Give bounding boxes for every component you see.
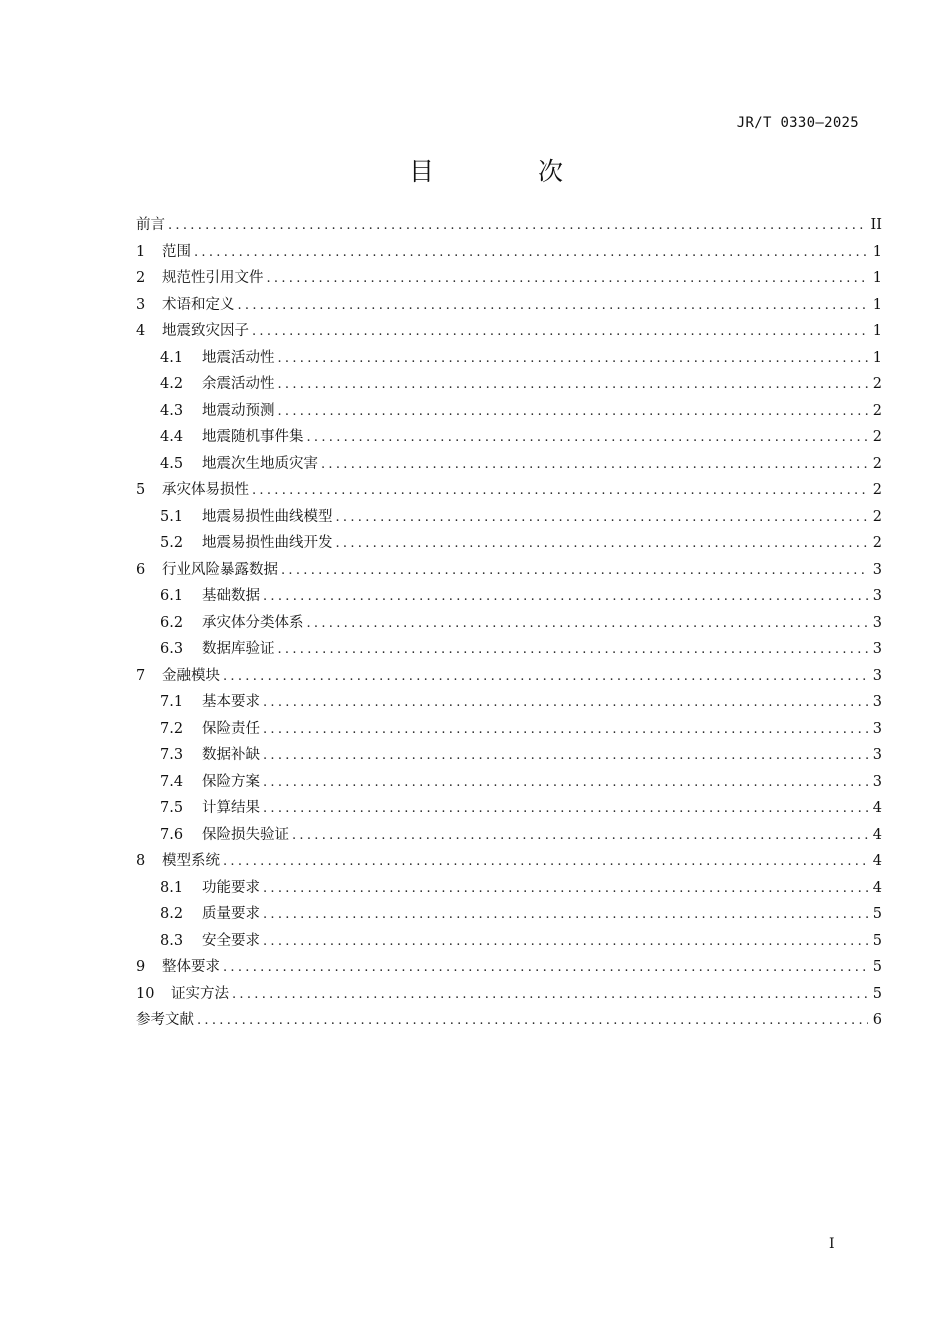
- toc-entry-number: 6.2: [160, 614, 184, 631]
- toc-dot-leader: [321, 452, 868, 479]
- toc-entry[interactable]: [136, 848, 882, 875]
- toc-entry-number: 7.4: [160, 773, 184, 790]
- toc-entry-page: 1: [872, 243, 882, 260]
- toc-entry-page: 2: [872, 402, 882, 419]
- toc-entry[interactable]: [136, 875, 882, 902]
- page-number: I: [829, 1236, 835, 1252]
- toc-entry-number: 10: [136, 985, 155, 1002]
- toc-dot-leader: [263, 690, 868, 717]
- toc-dot-leader: [223, 955, 868, 982]
- toc-entry-title: 保险责任: [202, 720, 260, 737]
- toc-entry-page: 3: [872, 720, 882, 737]
- toc-entry-page: 2: [872, 376, 882, 392]
- toc-entry[interactable]: [136, 901, 882, 928]
- toc-entry-page: 3: [872, 641, 882, 657]
- toc-entry-title: 行业风险暴露数据: [162, 561, 278, 578]
- toc-entry-title: 前言: [136, 217, 165, 233]
- toc-entry-number: 1: [136, 243, 146, 260]
- toc-entry[interactable]: [136, 424, 882, 451]
- toc-entry-title: 范围: [162, 243, 191, 260]
- toc-entry-title: 模型系统: [162, 853, 220, 869]
- toc-entry-number: 7.3: [160, 747, 184, 763]
- toc-dot-leader: [232, 982, 868, 1009]
- toc-dot-leader: [263, 717, 868, 744]
- toc-entry-number: 2: [136, 270, 146, 286]
- toc-entry-title: 承灾体易损性: [162, 482, 249, 498]
- toc-entry-number: 9: [136, 959, 146, 975]
- toc-entry-number: 6.1: [160, 588, 184, 604]
- toc-dot-leader: [307, 611, 869, 638]
- toc-entry-page: 6: [872, 1012, 882, 1028]
- toc-entry-number: 4.5: [160, 455, 184, 472]
- toc-entry-title: 地震易损性曲线开发: [202, 535, 333, 551]
- toc-dot-leader: [278, 399, 869, 426]
- toc-entry-title: 术语和定义: [162, 296, 235, 313]
- toc-entry[interactable]: [136, 928, 882, 955]
- toc-entry[interactable]: [136, 795, 882, 822]
- toc-entry-number: 8: [136, 853, 146, 869]
- toc-dot-leader: [336, 531, 869, 558]
- toc-entry-title: 保险方案: [202, 773, 260, 790]
- toc-entry[interactable]: [136, 212, 882, 239]
- toc-entry-page: 4: [872, 879, 882, 896]
- toc-entry-number: 4.1: [160, 349, 184, 366]
- toc-entry-title: 地震动预测: [202, 402, 275, 419]
- toc-entry-number: 5: [136, 482, 146, 498]
- toc-entry[interactable]: [136, 610, 882, 637]
- toc-entry-page: 3: [872, 667, 882, 684]
- toc-entry-number: 4: [136, 323, 146, 339]
- toc-entry-title: 功能要求: [202, 879, 260, 896]
- toc-dot-leader: [278, 346, 869, 373]
- toc-entry[interactable]: [136, 451, 882, 478]
- toc-entry-title: 地震活动性: [202, 349, 275, 366]
- toc-entry-page: 4: [872, 800, 882, 816]
- toc-entry-number: 5.2: [160, 535, 184, 551]
- toc-entry[interactable]: [136, 954, 882, 981]
- toc-entry-page: 1: [872, 296, 882, 313]
- page-title: 目 次: [409, 157, 611, 186]
- table-of-contents: [136, 212, 882, 1034]
- toc-entry-page: 3: [872, 747, 882, 763]
- toc-entry-number: 4.2: [160, 376, 184, 392]
- toc-entry-number: 3: [136, 296, 146, 313]
- toc-entry-page: 4: [872, 853, 882, 869]
- toc-entry-title: 规范性引用文件: [162, 270, 264, 286]
- toc-entry-page: II: [870, 217, 882, 233]
- toc-dot-leader: [168, 213, 867, 240]
- toc-entry-title: 参考文献: [136, 1012, 194, 1028]
- toc-entry-page: 2: [872, 482, 882, 498]
- toc-entry[interactable]: [136, 530, 882, 557]
- toc-dot-leader: [223, 849, 868, 876]
- toc-entry[interactable]: [136, 504, 882, 531]
- toc-dot-leader: [263, 929, 868, 956]
- toc-dot-leader: [336, 505, 869, 532]
- toc-entry-number: 7.2: [160, 720, 184, 737]
- toc-entry[interactable]: [136, 636, 882, 663]
- toc-entry-number: 7.1: [160, 694, 184, 710]
- toc-entry-title: 地震随机事件集: [202, 429, 304, 445]
- toc-dot-leader: [252, 319, 868, 346]
- toc-dot-leader: [223, 664, 868, 691]
- toc-entry-title: 金融模块: [162, 667, 220, 684]
- toc-entry-number: 7.5: [160, 800, 184, 816]
- toc-entry[interactable]: [136, 716, 882, 743]
- toc-entry[interactable]: [136, 265, 882, 292]
- toc-entry[interactable]: [136, 345, 882, 372]
- toc-entry-title: 基本要求: [202, 694, 260, 710]
- toc-dot-leader: [307, 425, 869, 452]
- toc-entry-page: 3: [872, 773, 882, 790]
- toc-dot-leader: [263, 902, 868, 929]
- toc-entry-page: 4: [872, 826, 882, 843]
- toc-dot-leader: [263, 796, 868, 823]
- toc-entry[interactable]: [136, 1007, 882, 1034]
- toc-entry-page: 2: [872, 508, 882, 525]
- toc-entry-title: 保险损失验证: [202, 826, 289, 843]
- toc-entry[interactable]: [136, 292, 882, 319]
- toc-dot-leader: [197, 1008, 868, 1035]
- document-code: JR/T 0330—2025: [736, 115, 859, 131]
- toc-entry-title: 地震次生地质灾害: [202, 455, 318, 472]
- toc-dot-leader: [252, 478, 868, 505]
- toc-entry-page: 2: [872, 535, 882, 551]
- toc-entry[interactable]: [136, 769, 882, 796]
- toc-entry-number: 7: [136, 667, 146, 684]
- toc-dot-leader: [263, 770, 868, 797]
- toc-dot-leader: [263, 584, 868, 611]
- toc-entry-title: 余震活动性: [202, 376, 275, 392]
- toc-entry-title: 数据库验证: [202, 641, 275, 657]
- toc-entry[interactable]: [136, 318, 882, 345]
- toc-entry-page: 3: [872, 694, 882, 710]
- toc-entry-page: 1: [872, 349, 882, 366]
- toc-dot-leader: [263, 876, 868, 903]
- toc-entry-page: 1: [872, 270, 882, 286]
- toc-entry[interactable]: [136, 583, 882, 610]
- toc-entry-page: 2: [872, 455, 882, 472]
- toc-entry[interactable]: [136, 239, 882, 266]
- toc-entry-number: 7.6: [160, 826, 184, 843]
- toc-entry[interactable]: [136, 663, 882, 690]
- toc-entry-page: 3: [872, 561, 882, 578]
- toc-dot-leader: [238, 293, 869, 320]
- toc-entry-title: 地震易损性曲线模型: [202, 508, 333, 525]
- toc-entry-page: 1: [872, 323, 882, 339]
- toc-entry[interactable]: [136, 742, 882, 769]
- toc-entry[interactable]: [136, 689, 882, 716]
- toc-dot-leader: [263, 743, 868, 770]
- toc-entry-number: 4.4: [160, 429, 184, 445]
- toc-entry[interactable]: [136, 371, 882, 398]
- toc-dot-leader: [278, 372, 869, 399]
- toc-entry-page: 5: [872, 932, 882, 949]
- toc-entry-title: 证实方法: [171, 985, 229, 1002]
- toc-entry-page: 3: [872, 614, 882, 631]
- toc-entry[interactable]: [136, 981, 882, 1008]
- toc-entry-page: 5: [872, 959, 882, 975]
- toc-dot-leader: [194, 240, 868, 267]
- toc-entry[interactable]: [136, 477, 882, 504]
- toc-entry-page: 3: [872, 588, 882, 604]
- toc-dot-leader: [278, 637, 869, 664]
- toc-entry-number: 8.3: [160, 932, 184, 949]
- toc-entry-title: 数据补缺: [202, 747, 260, 763]
- toc-dot-leader: [267, 266, 869, 293]
- toc-entry-number: 6.3: [160, 641, 184, 657]
- toc-entry[interactable]: [136, 557, 882, 584]
- toc-entry[interactable]: [136, 822, 882, 849]
- toc-entry-title: 整体要求: [162, 959, 220, 975]
- toc-entry-number: 4.3: [160, 402, 184, 419]
- toc-entry-title: 基础数据: [202, 588, 260, 604]
- toc-entry[interactable]: [136, 398, 882, 425]
- toc-entry-page: 5: [872, 906, 882, 922]
- toc-dot-leader: [292, 823, 868, 850]
- toc-entry-page: 2: [872, 429, 882, 445]
- toc-entry-title: 计算结果: [202, 800, 260, 816]
- toc-entry-number: 6: [136, 561, 146, 578]
- toc-dot-leader: [281, 558, 868, 585]
- toc-entry-title: 安全要求: [202, 932, 260, 949]
- toc-entry-number: 8.2: [160, 906, 184, 922]
- toc-entry-number: 8.1: [160, 879, 184, 896]
- toc-entry-title: 承灾体分类体系: [202, 614, 304, 631]
- toc-entry-number: 5.1: [160, 508, 184, 525]
- toc-entry-page: 5: [872, 985, 882, 1002]
- toc-entry-title: 地震致灾因子: [162, 323, 249, 339]
- toc-entry-title: 质量要求: [202, 906, 260, 922]
